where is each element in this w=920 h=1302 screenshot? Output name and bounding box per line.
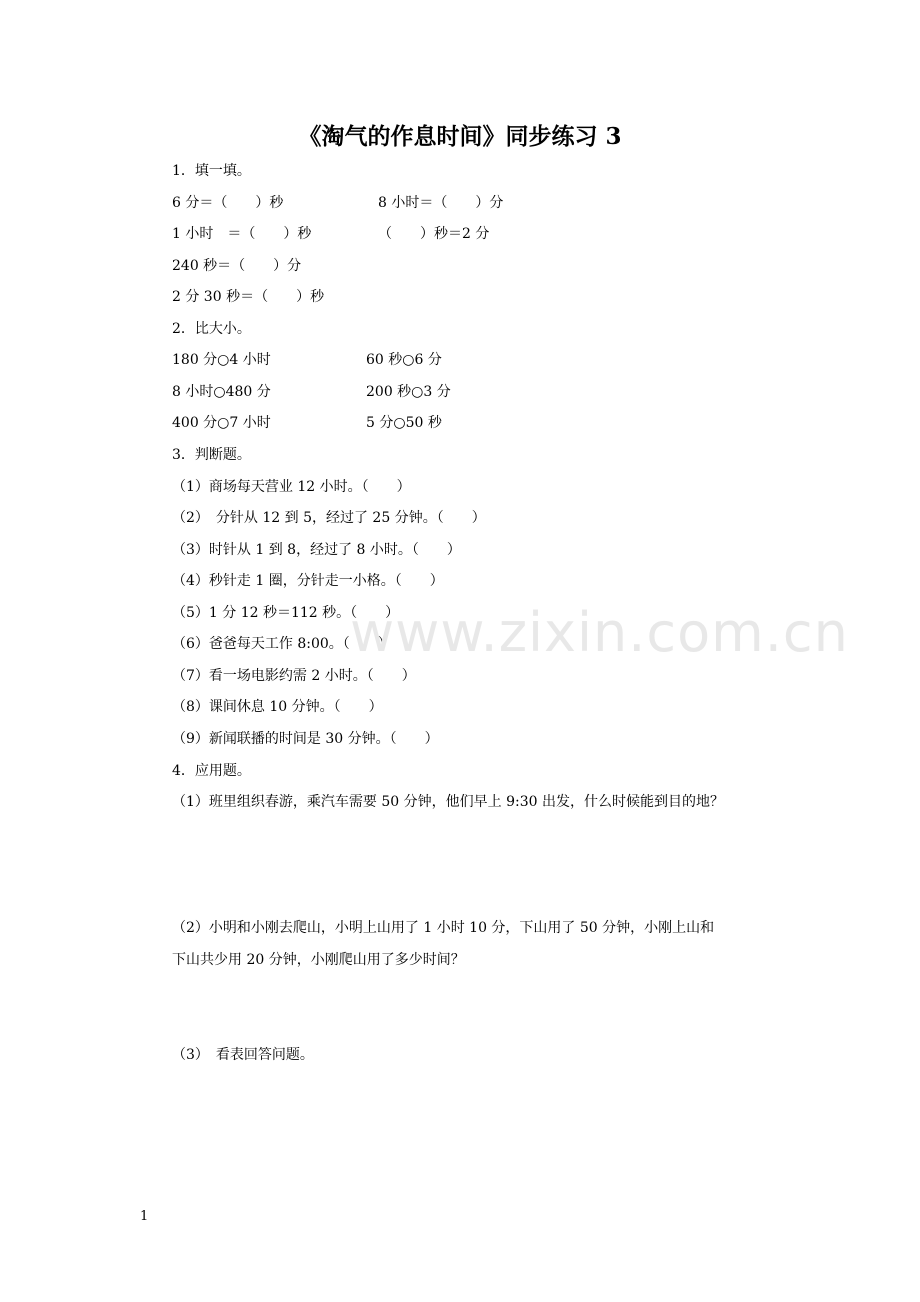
fill-item: 1 小时 ＝（ ）秒 bbox=[172, 226, 312, 242]
compare-item: 60 秒○6 分 bbox=[366, 352, 442, 368]
judge-item: （2） 分针从 12 到 5，经过了 25 分钟。（ ） bbox=[172, 510, 486, 526]
judge-item: （1）商场每天营业 12 小时。（ ） bbox=[172, 479, 411, 495]
compare-item: 200 秒○3 分 bbox=[366, 384, 451, 400]
word-problem-3: （3） 看表回答问题。 bbox=[172, 1047, 314, 1063]
judge-item: （6）爸爸每天工作 8:00。（ ） bbox=[172, 636, 392, 652]
judge-item: （7）看一场电影约需 2 小时。（ ） bbox=[172, 668, 416, 684]
compare-item: 8 小时○480 分 bbox=[172, 384, 271, 400]
word-problem-2-line2: 下山共少用 20 分钟，小刚爬山用了多少时间？ bbox=[172, 952, 465, 968]
judge-item: （4）秒针走 1 圈，分针走一小格。（ ） bbox=[172, 573, 444, 589]
word-problem-1: （1）班里组织春游，乘汽车需要 50 分钟，他们早上 9:30 出发，什么时候能到目的地？ bbox=[172, 794, 724, 810]
fill-item: （ ）秒＝2 分 bbox=[378, 226, 490, 242]
fill-item: 8 小时＝（ ）分 bbox=[378, 195, 504, 211]
compare-item: 400 分○7 小时 bbox=[172, 415, 271, 431]
compare-item: 180 分○4 小时 bbox=[172, 352, 271, 368]
compare-item: 5 分○50 秒 bbox=[366, 415, 442, 431]
section2-heading: 2．比大小。 bbox=[172, 321, 251, 337]
page-number: 1 bbox=[140, 1209, 149, 1224]
fill-item: 2 分 30 秒＝（ ）秒 bbox=[172, 289, 325, 305]
word-problem-2-line1: （2）小明和小刚去爬山，小明上山用了 1 小时 10 分，下山用了 50 分钟，小刚上山和 bbox=[172, 920, 715, 936]
section3-heading: 3．判断题。 bbox=[172, 447, 251, 463]
judge-item: （8）课间休息 10 分钟。（ ） bbox=[172, 699, 383, 715]
fill-item: 6 分＝（ ）秒 bbox=[172, 195, 284, 211]
section1-heading: 1．填一填。 bbox=[172, 163, 251, 179]
judge-item: （5）1 分 12 秒＝112 秒。（ ） bbox=[172, 605, 400, 621]
judge-item: （9）新闻联播的时间是 30 分钟。（ ） bbox=[172, 731, 439, 747]
fill-item: 240 秒＝（ ）分 bbox=[172, 258, 302, 274]
section4-heading: 4．应用题。 bbox=[172, 763, 251, 779]
page-title: 《淘气的作息时间》同步练习 3 bbox=[298, 123, 622, 150]
judge-item: （3）时针从 1 到 8，经过了 8 小时。（ ） bbox=[172, 542, 461, 558]
watermark: www.zixin.com.cn bbox=[350, 601, 849, 664]
